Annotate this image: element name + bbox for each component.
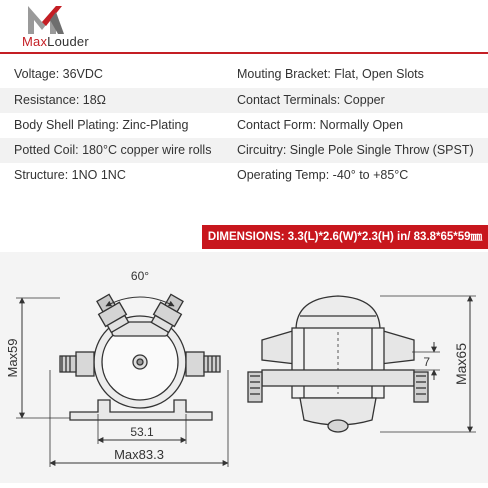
spec-right: Contact Terminals: Copper [237, 93, 385, 107]
spec-row [0, 88, 488, 113]
solenoid-top-view [60, 292, 220, 420]
brand-name-part1: Max [22, 34, 48, 49]
brand-name-part2: Louder [47, 34, 89, 49]
technical-drawing [0, 252, 488, 483]
dimensions-banner-text: DIMENSIONS: 3.3(L)*2.6(W)*2.3(H) in/ 83.8*65*59㎜ [207, 231, 483, 243]
spec-right: Operating Temp: -40° to +85°C [237, 168, 409, 182]
spec-row [0, 62, 488, 87]
brand-name [22, 34, 89, 49]
solenoid-side-view [248, 296, 428, 432]
spec-right: Contact Form: Normally Open [237, 118, 404, 132]
spec-row [0, 113, 488, 138]
dimensions-banner [202, 225, 488, 249]
spec-left: Potted Coil: 180°C copper wire rolls [14, 143, 212, 157]
spec-right: Circuitry: Single Pole Single Throw (SPST) [237, 143, 474, 157]
drawing-panel [0, 252, 488, 483]
spec-row [0, 163, 488, 188]
angle-label: 60° [130, 269, 150, 283]
outer-width-label: Max83.3 [114, 447, 164, 462]
small-dimension-label: 7 [423, 355, 430, 369]
spec-left: Body Shell Plating: Zinc-Plating [14, 118, 189, 132]
inner-width-label: 53.1 [130, 425, 154, 439]
spec-right: Mouting Bracket: Flat, Open Slots [237, 67, 424, 81]
spec-row [0, 138, 488, 163]
height-label-left: Max59 [5, 338, 20, 378]
spec-left: Structure: 1NO 1NC [14, 168, 126, 182]
spec-left: Resistance: 18Ω [14, 93, 107, 107]
header-divider [0, 52, 488, 54]
spec-left: Voltage: 36VDC [14, 67, 103, 81]
height-label-right: Max65 [453, 342, 469, 386]
